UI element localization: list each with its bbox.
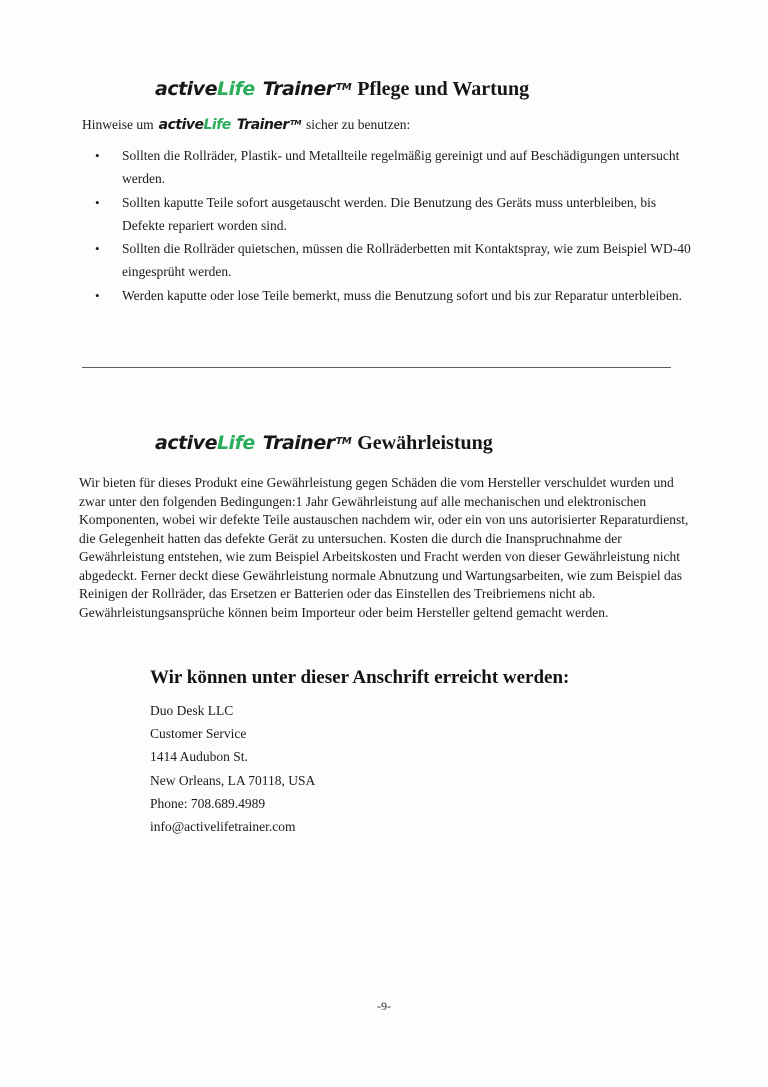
care-section-title-text: Pflege und Wartung <box>357 78 530 100</box>
contact-address-block <box>150 699 315 838</box>
page-number: -9- <box>377 999 391 1013</box>
logo-trainer-text: Trainer <box>236 117 289 133</box>
intro-prefix: Hinweise um <box>82 117 154 132</box>
contact-company: Duo Desk LLC <box>150 703 234 718</box>
logo-life-text: Life <box>216 432 255 454</box>
bullet-icon: • <box>95 287 100 303</box>
list-item <box>82 237 694 284</box>
warranty-section-title-text: Gewährleistung <box>357 432 493 454</box>
activelife-trainer-logo <box>159 117 301 133</box>
logo-active-text: active <box>155 78 217 100</box>
list-item <box>82 144 694 191</box>
section-divider <box>82 367 671 368</box>
care-intro-line <box>82 117 410 133</box>
contact-email: info@activelifetrainer.com <box>150 819 296 835</box>
logo-life-text: Life <box>216 78 255 100</box>
bullet-text: Werden kaputte oder lose Teile bemerkt, muss die Benutzung sofort und bis zur Reparatur unterbleiben. <box>122 287 683 303</box>
logo-trainer-text: Trainer <box>262 432 335 454</box>
logo-active-text: active <box>155 432 217 454</box>
warranty-paragraph: Wir bieten für dieses Produkt eine Gewährleistung gegen Schäden die vom Hersteller verschuldet wurden und zwar unter den folgenden Bedingungen:1 Jahr Gewährleistung auf alle mechanischen und elektronischen Komponenten, wobei wir defekte Teile austauschen nachdem wir, oder ein von uns autorisierter Reparaturdienst, die Gelegenheit hatten das defekte Gerät zu untersuchen. Kosten die durch die Inanspruchnahme der Gewährleistung entstehen, wie zum Beispiel Arbeitskosten und Fracht werden von dieser Gewährleistung nicht abgedeckt. Ferner deckt diese Gewährleistung normale Abnutzung und Wartungsarbeiten, wie zum Beispiel das Reinigen der Rollräder, das Ersetzen er Batterien oder das Einstellen des Treibriemens nicht ab. Gewährleistungsansprüche können beim Importeur oder beim Hersteller geltend gemacht werden. <box>79 475 692 620</box>
bullet-text: Sollten kaputte Teile sofort ausgetauscht werden. Die Benutzung des Geräts muss unterbleiben, bis Defekte repariert worden sind. <box>122 194 657 233</box>
contact-department: Customer Service <box>150 726 247 742</box>
bullet-icon: • <box>95 241 100 257</box>
trademark-superscript: TM <box>335 435 352 447</box>
logo-trainer-text: Trainer <box>262 78 335 100</box>
bullet-icon: • <box>95 194 100 210</box>
contact-city: New Orleans, LA 70118, USA <box>150 772 316 788</box>
care-bullet-list <box>82 144 694 307</box>
bullet-text: Sollten die Rollräder quietschen, müssen die Rollräderbetten mit Kontaktspray, wie zum Beispiel WD-40 eingesprüht werden. <box>122 241 691 280</box>
intro-suffix: sicher zu benutzen: <box>306 117 411 132</box>
list-item <box>82 191 694 238</box>
logo-life-text: Life <box>203 117 231 133</box>
contact-phone: Phone: 708.689.4989 <box>150 795 266 811</box>
bullet-icon: • <box>95 148 100 163</box>
care-section-title <box>155 66 529 103</box>
activelife-trainer-logo <box>155 432 351 454</box>
trademark-superscript: TM <box>335 81 352 93</box>
trademark-superscript: TM <box>289 118 302 127</box>
activelife-trainer-logo <box>155 78 351 100</box>
contact-heading: Wir können unter dieser Anschrift erreicht werden: <box>150 667 570 688</box>
list-item <box>82 284 694 307</box>
bullet-text: Sollten die Rollräder, Plastik- und Metallteile regelmäßig gereinigt und auf Beschädigungen untersucht werden. <box>122 148 680 187</box>
logo-active-text: active <box>158 117 204 133</box>
contact-street: 1414 Audubon St. <box>150 749 248 765</box>
warranty-section-title <box>155 420 493 457</box>
